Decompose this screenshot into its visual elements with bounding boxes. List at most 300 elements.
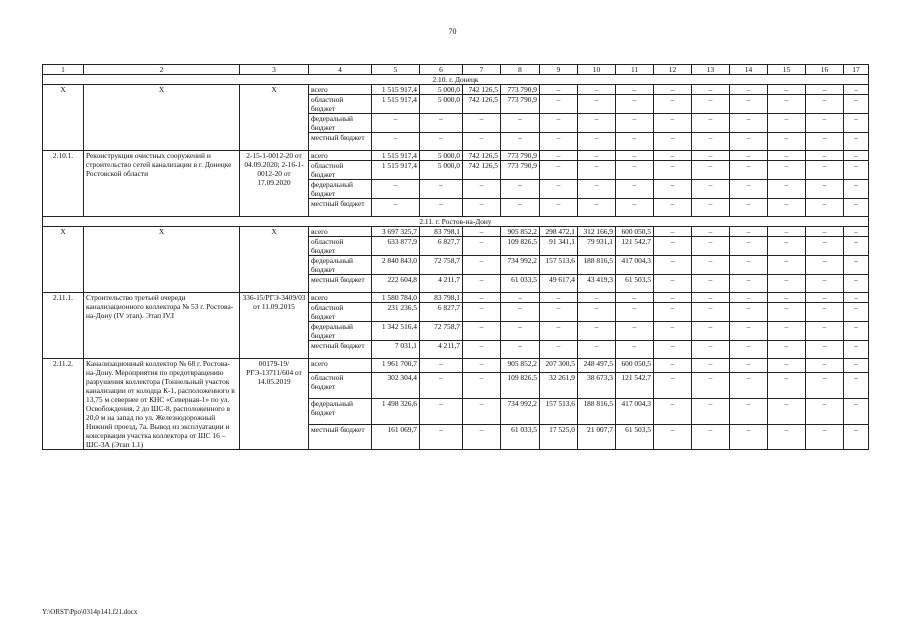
item-number: Х [43,85,84,151]
column-number: 14 [730,65,768,75]
column-number: 4 [309,65,372,75]
value-cell: – [768,151,806,161]
value-cell: – [654,199,692,217]
value-cell: – [540,151,578,161]
value-cell: – [692,256,730,275]
value-cell: – [578,161,616,180]
value-cell: 72 758,7 [420,322,463,341]
value-cell: 773 790,9 [501,95,540,114]
value-cell: 1 342 516,4 [372,322,420,341]
value-cell: – [501,303,540,322]
value-cell: – [768,85,806,95]
value-cell: – [806,275,844,293]
value-cell: – [578,85,616,95]
value-cell: 43 419,3 [578,275,616,293]
item-number: 2.11.1. [43,293,84,359]
value-cell: 79 931,1 [578,237,616,256]
value-cell: – [372,180,420,199]
funding-source: всего [309,227,372,237]
value-cell: – [692,133,730,151]
value-cell: – [420,114,463,133]
column-number: 7 [463,65,501,75]
value-cell: – [692,425,730,450]
value-cell: 1 580 784,0 [372,293,420,303]
value-cell: – [692,372,730,398]
value-cell: – [844,372,869,398]
value-cell: 157 513,6 [540,256,578,275]
value-cell: – [692,199,730,217]
value-cell: – [768,425,806,450]
value-cell: 61 503,5 [616,275,654,293]
funding-source: областной бюджет [309,372,372,398]
value-cell: 17 525,0 [540,425,578,450]
value-cell: – [730,341,768,359]
value-cell: – [692,227,730,237]
value-cell: – [578,133,616,151]
value-cell: – [730,322,768,341]
value-cell: – [844,180,869,199]
value-cell: – [578,341,616,359]
column-number: 11 [616,65,654,75]
value-cell: – [730,114,768,133]
value-cell: – [420,372,463,398]
value-cell: 302 304,4 [372,372,420,398]
funding-source: местный бюджет [309,341,372,359]
value-cell: – [844,293,869,303]
value-cell: – [540,303,578,322]
value-cell: – [806,322,844,341]
value-cell: – [420,199,463,217]
value-cell: – [730,161,768,180]
value-cell: 734 992,2 [501,256,540,275]
value-cell: – [540,199,578,217]
value-cell: – [692,341,730,359]
value-cell: 231 236,5 [372,303,420,322]
value-cell: – [578,95,616,114]
value-cell: – [730,359,768,373]
value-cell: – [768,303,806,322]
column-number: 1 [43,65,84,75]
column-number: 17 [844,65,869,75]
value-cell: – [692,85,730,95]
value-cell: – [730,199,768,217]
table-row [43,227,869,237]
value-cell: 7 031,1 [372,341,420,359]
value-cell: – [806,180,844,199]
item-document: 2-15-1-0012-20 от 04.09.2020; 2-16-1-0012-20 от 17.09.2020 [240,151,309,217]
value-cell: – [420,180,463,199]
item-document: Х [240,227,309,293]
value-cell: – [768,293,806,303]
value-cell: – [730,95,768,114]
value-cell: 905 852,2 [501,227,540,237]
value-cell: – [730,180,768,199]
value-cell: – [806,398,844,424]
value-cell: – [806,341,844,359]
value-cell: – [501,114,540,133]
value-cell: – [692,359,730,373]
value-cell: – [654,341,692,359]
column-number: 10 [578,65,616,75]
table-row [43,151,869,161]
value-cell: 773 790,9 [501,85,540,95]
table-row [43,359,869,373]
column-number: 3 [240,65,309,75]
column-number: 2 [84,65,240,75]
value-cell: – [806,256,844,275]
value-cell: – [578,114,616,133]
value-cell: – [844,359,869,373]
value-cell: – [768,322,806,341]
item-number: 2.11.2. [43,359,84,450]
table-row [43,85,869,95]
item-number: 2.10.1. [43,151,84,217]
value-cell: – [616,180,654,199]
value-cell: – [463,227,501,237]
value-cell: – [844,133,869,151]
value-cell: – [806,85,844,95]
value-cell: 61 503,5 [616,425,654,450]
value-cell: – [578,293,616,303]
value-cell: – [578,303,616,322]
value-cell: 61 033,5 [501,425,540,450]
value-cell: 38 673,3 [578,372,616,398]
value-cell: 157 513,6 [540,398,578,424]
value-cell: – [730,398,768,424]
value-cell: – [372,114,420,133]
value-cell: – [616,151,654,161]
value-cell: – [768,95,806,114]
value-cell: – [654,237,692,256]
value-cell: – [692,161,730,180]
value-cell: – [806,151,844,161]
value-cell: 1 498 326,6 [372,398,420,424]
value-cell: 417 004,3 [616,256,654,275]
value-cell: – [844,398,869,424]
value-cell: 61 033,5 [501,275,540,293]
budget-table [42,64,869,450]
value-cell: – [692,398,730,424]
value-cell: 6 827,7 [420,303,463,322]
value-cell: – [654,114,692,133]
value-cell: – [692,303,730,322]
value-cell: 83 798,1 [420,293,463,303]
value-cell: – [501,133,540,151]
value-cell: – [806,199,844,217]
funding-source: местный бюджет [309,199,372,217]
value-cell: – [463,237,501,256]
value-cell: – [806,425,844,450]
item-document: Х [240,85,309,151]
funding-source: федеральный бюджет [309,114,372,133]
value-cell: – [540,95,578,114]
value-cell: 2 840 843,0 [372,256,420,275]
value-cell: – [654,256,692,275]
value-cell: – [654,95,692,114]
section-title: 2.10. г. Донецк [43,75,869,85]
value-cell: – [616,85,654,95]
table-row [43,293,869,303]
value-cell: – [730,303,768,322]
column-number: 13 [692,65,730,75]
value-cell: 5 000,0 [420,85,463,95]
column-number: 5 [372,65,420,75]
value-cell: – [730,85,768,95]
value-cell: – [844,114,869,133]
value-cell: – [501,341,540,359]
value-cell: – [844,275,869,293]
funding-source: всего [309,151,372,161]
value-cell: 188 816,5 [578,398,616,424]
value-cell: – [463,133,501,151]
value-cell: – [654,322,692,341]
value-cell: – [844,151,869,161]
value-cell: – [844,161,869,180]
value-cell: – [616,161,654,180]
item-number: Х [43,227,84,293]
value-cell: – [578,151,616,161]
value-cell: – [692,237,730,256]
value-cell: – [692,293,730,303]
funding-source: всего [309,359,372,373]
section-title-row [43,75,869,85]
value-cell: – [768,227,806,237]
value-cell: – [616,293,654,303]
value-cell: – [806,161,844,180]
value-cell: – [692,275,730,293]
value-cell: – [768,180,806,199]
value-cell: 6 827,7 [420,237,463,256]
item-name: Канализационный коллектор № 68 г. Ростова-на-Дону. Мероприятия по предотвращению разрушения коллектора (Тоннельный участок канализации от колодца К-1, расположенного в 13,75 м севернее от КНС «Северная-1» по ул. Освобождения, 2 до ШС-8, расположенного в 20,0 м на запад по ул. Железнодорожный Нижний проезд, 7а. Вывод из эксплуатации и консервация участка коллектора от ШС 16 – ШС-3А (Этап 1.1) [84,359,240,450]
value-cell: – [654,303,692,322]
value-cell: – [806,114,844,133]
value-cell: – [844,85,869,95]
value-cell: – [501,293,540,303]
value-cell: 5 000,0 [420,95,463,114]
item-name: Реконструкция очистных сооружений и строительство сетей канализации в г. Донецке Ростовской области [84,151,240,217]
value-cell: 5 000,0 [420,151,463,161]
value-cell: – [540,85,578,95]
value-cell: 1 515 917,4 [372,85,420,95]
item-name: Х [84,227,240,293]
column-number-row [43,65,869,75]
funding-source: областной бюджет [309,303,372,322]
value-cell: – [463,322,501,341]
value-cell: – [730,237,768,256]
value-cell: – [844,95,869,114]
value-cell: – [844,256,869,275]
value-cell: – [768,133,806,151]
value-cell: 1 515 917,4 [372,161,420,180]
funding-source: местный бюджет [309,425,372,450]
value-cell: – [844,341,869,359]
value-cell: 1 515 917,4 [372,95,420,114]
value-cell: – [420,359,463,373]
item-document: 00179-19/РГЭ-13711/604 от 14.05.2019 [240,359,309,450]
column-number: 9 [540,65,578,75]
value-cell: 21 007,7 [578,425,616,450]
funding-source: федеральный бюджет [309,322,372,341]
funding-source: областной бюджет [309,95,372,114]
value-cell: – [768,275,806,293]
value-cell: – [730,275,768,293]
funding-source: местный бюджет [309,133,372,151]
value-cell: – [501,199,540,217]
value-cell: – [806,303,844,322]
value-cell: – [463,372,501,398]
value-cell: – [768,359,806,373]
value-cell: – [692,322,730,341]
value-cell: – [616,341,654,359]
value-cell: 633 877,9 [372,237,420,256]
value-cell: – [578,180,616,199]
value-cell: – [616,303,654,322]
value-cell: – [463,199,501,217]
value-cell: 49 617,4 [540,275,578,293]
value-cell: – [806,372,844,398]
value-cell: 734 992,2 [501,398,540,424]
value-cell: 32 261,9 [540,372,578,398]
value-cell: 4 211,7 [420,341,463,359]
value-cell: 600 050,5 [616,359,654,373]
item-name: Х [84,85,240,151]
funding-source: федеральный бюджет [309,180,372,199]
value-cell: – [616,95,654,114]
value-cell: – [730,293,768,303]
value-cell: – [806,359,844,373]
item-document: 336-15/РГЭ-3409/03 от 11.09.2015 [240,293,309,359]
value-cell: – [616,133,654,151]
value-cell: – [768,237,806,256]
value-cell: – [806,95,844,114]
value-cell: – [654,293,692,303]
value-cell: – [540,161,578,180]
value-cell: – [806,227,844,237]
value-cell: – [578,322,616,341]
value-cell: – [730,151,768,161]
value-cell: – [463,398,501,424]
value-cell: 3 697 325,7 [372,227,420,237]
value-cell: – [768,199,806,217]
value-cell: – [768,114,806,133]
value-cell: – [463,275,501,293]
value-cell: – [654,398,692,424]
value-cell: – [654,151,692,161]
value-cell: – [692,180,730,199]
value-cell: – [768,372,806,398]
value-cell: – [654,372,692,398]
value-cell: 222 604,8 [372,275,420,293]
value-cell: 312 166,9 [578,227,616,237]
value-cell: 109 826,5 [501,237,540,256]
value-cell: – [616,199,654,217]
funding-source: всего [309,293,372,303]
value-cell: 773 790,9 [501,161,540,180]
value-cell: 417 004,3 [616,398,654,424]
value-cell: 161 069,7 [372,425,420,450]
value-cell: – [463,425,501,450]
value-cell: 742 126,5 [463,95,501,114]
column-number: 6 [420,65,463,75]
value-cell: – [540,341,578,359]
value-cell: 4 211,7 [420,275,463,293]
value-cell: 121 542,7 [616,237,654,256]
value-cell: – [768,161,806,180]
value-cell: 109 826,5 [501,372,540,398]
value-cell: – [463,293,501,303]
value-cell: 248 497,5 [578,359,616,373]
value-cell: 188 816,5 [578,256,616,275]
value-cell: – [730,372,768,398]
value-cell: – [844,303,869,322]
value-cell: – [692,151,730,161]
value-cell: – [654,359,692,373]
value-cell: – [540,180,578,199]
column-number: 8 [501,65,540,75]
value-cell: 905 852,2 [501,359,540,373]
value-cell: – [463,180,501,199]
value-cell: 83 798,1 [420,227,463,237]
value-cell: – [501,180,540,199]
value-cell: 5 000,0 [420,161,463,180]
value-cell: – [654,133,692,151]
funding-source: областной бюджет [309,161,372,180]
section-title-row [43,217,869,227]
value-cell: 742 126,5 [463,151,501,161]
value-cell: – [654,180,692,199]
value-cell: – [463,359,501,373]
value-cell: – [768,398,806,424]
value-cell: – [844,322,869,341]
value-cell: – [730,227,768,237]
value-cell: – [730,256,768,275]
value-cell: – [501,322,540,341]
funding-source: всего [309,85,372,95]
value-cell: – [654,425,692,450]
value-cell: – [768,341,806,359]
value-cell: 1 515 917,4 [372,151,420,161]
value-cell: – [540,114,578,133]
item-name: Строительство третьей очереди канализационного коллектора № 53 г. Ростова-на-Дону (IV этап). Этап IV.I [84,293,240,359]
value-cell: – [578,199,616,217]
value-cell: – [844,425,869,450]
column-number: 15 [768,65,806,75]
value-cell: – [463,114,501,133]
value-cell: – [692,114,730,133]
value-cell: – [540,133,578,151]
value-cell: – [806,237,844,256]
value-cell: – [844,237,869,256]
value-cell: 207 300,5 [540,359,578,373]
funding-source: областной бюджет [309,237,372,256]
value-cell: – [420,398,463,424]
value-cell: 742 126,5 [463,85,501,95]
value-cell: – [730,425,768,450]
value-cell: – [654,161,692,180]
value-cell: 121 542,7 [616,372,654,398]
value-cell: 600 050,5 [616,227,654,237]
column-number: 12 [654,65,692,75]
file-path-footer: Y:\ORST\Ppo\0314p141.f21.docx [42,608,138,616]
value-cell: 773 790,9 [501,151,540,161]
value-cell: – [463,256,501,275]
value-cell: – [463,303,501,322]
funding-source: федеральный бюджет [309,398,372,424]
value-cell: – [844,227,869,237]
section-title: 2.11. г. Ростов-на-Дону [43,217,869,227]
value-cell: – [540,322,578,341]
value-cell: – [806,133,844,151]
